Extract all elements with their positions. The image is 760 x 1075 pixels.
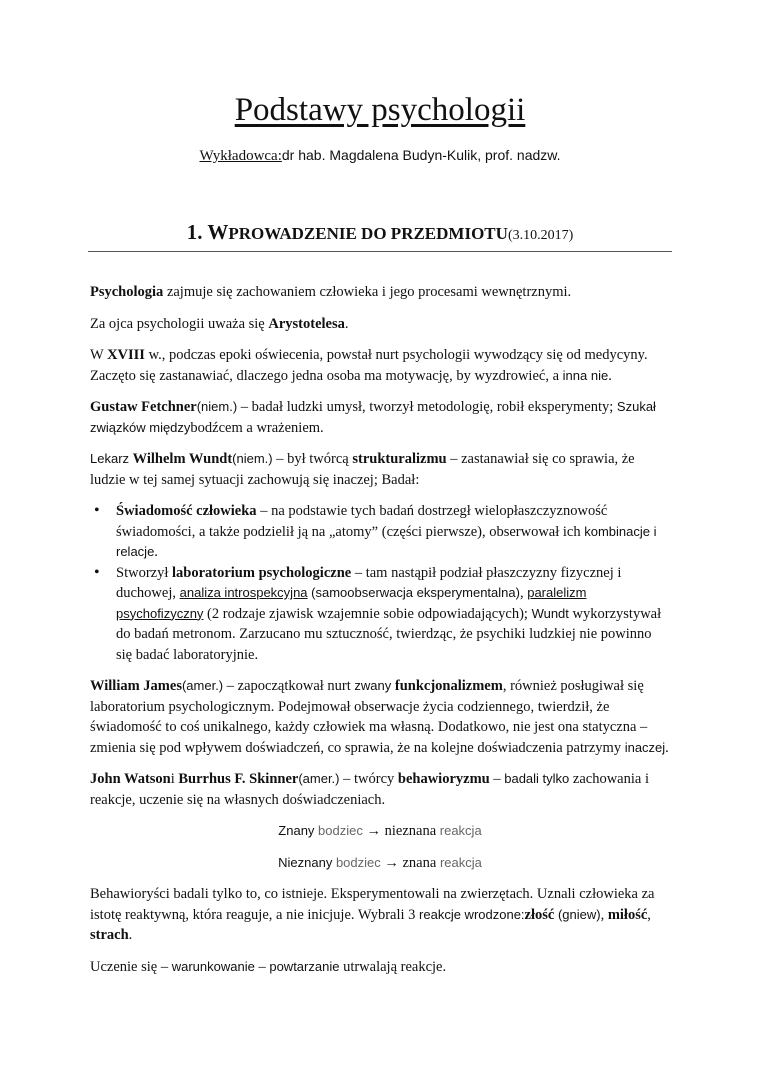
paragraph-text: .: [128, 927, 133, 943]
paragraph-text: wykorzystywał do badań metronom. Zarzucano mu sztuczność, twierdząc, że psychiki ludzkiej nie powinno się badać laboratoryjnie.: [116, 605, 662, 663]
paragraph-text: zajmuje się zachowaniem człowieka i jego procesami wewnętrznymi.: [163, 284, 572, 300]
term-arystoteles: Arystotelesa: [268, 315, 345, 332]
paragraph-text: i: [170, 771, 179, 787]
paragraph-text: .: [608, 367, 612, 384]
paragraph-text: reakcje wrodzone:: [419, 906, 525, 922]
paragraph-text: ,: [519, 585, 528, 601]
paragraph-text: (samoobserwacja eksperymentalna): [307, 585, 520, 600]
section-title: PROWADZENIE DO PRZEDMIOTU: [228, 224, 508, 243]
paragraph-text: .: [154, 544, 158, 560]
paragraph-text: zachowania i reakcje, uczenie się na własnych doświadczeniach.: [90, 771, 649, 808]
scheme-line-1: [90, 821, 670, 842]
paragraph-text: → nieznana: [362, 823, 440, 839]
paragraph-text: (amer.): [298, 771, 340, 786]
term-milosc: miłość: [607, 906, 648, 923]
paragraph-text: badali tylko: [504, 771, 570, 786]
paragraph-text: (amer.): [181, 678, 224, 693]
list-item: [116, 501, 670, 563]
paragraph-text: (niem.): [232, 451, 273, 466]
paragraph-text: –: [489, 771, 505, 787]
term-xviii: XVIII: [107, 347, 145, 363]
paragraph-text: Uczenie się –: [90, 958, 172, 975]
paragraph-text: bodźcem a wrażeniem.: [190, 419, 324, 436]
paragraph-fetchner: [90, 397, 670, 438]
paragraph-text: kombinacje i relacje: [116, 523, 657, 559]
term-strukturalizm: strukturalizmu: [352, 451, 447, 467]
paragraph-text: inna nie: [562, 367, 609, 383]
paragraph-text: .: [344, 315, 349, 332]
section-date: (3.10.2017): [507, 228, 574, 243]
paragraph-text: (niem.): [196, 399, 238, 414]
paragraph-text: utrwalają reakcje.: [339, 958, 447, 975]
paragraph-text: Nieznany: [278, 854, 336, 870]
paragraph-text: – zapoczątkował nurt: [223, 678, 355, 694]
lecturer-label: Wykładowca:: [199, 148, 282, 164]
section-heading: [88, 220, 672, 252]
paragraph-text: inaczej: [624, 739, 666, 755]
term-behawioryzm: behawioryzmu: [397, 771, 490, 787]
paragraph-text: reakcja: [439, 854, 482, 870]
document-body: [90, 282, 670, 988]
paragraph-text: Behawioryści badali tylko to, co istnieje. Eksperymentowali na zwierzętach. Uznali człowieka za istotę reaktywną, która reaguje, a nie inicjuje. Wybrali 3: [90, 886, 655, 923]
paragraph-text: Znany: [278, 823, 319, 838]
paragraph-xviii: [90, 345, 670, 386]
paragraph-text: (gniew): [554, 906, 601, 922]
section-number: 1.: [186, 220, 208, 244]
paragraph-text: ,: [647, 906, 651, 923]
paragraph-text: w., podczas epoki oświecenia, powstał nurt psychologii wywodzący się od medycyny. Zaczęto się zastanawiać, dlaczego jedna osoba ma motywację, by wyzdrowieć, a: [90, 347, 648, 384]
paragraph-wundt: [90, 449, 670, 490]
lecturer-line: [0, 147, 760, 165]
paragraph-text: – badał ludzki umysł, tworzył metodologię, robił eksperymenty;: [237, 399, 617, 415]
paragraph-watson-skinner: [90, 769, 670, 810]
term-zlosc: złość: [524, 906, 555, 923]
paragraph-text: bodziec: [318, 823, 363, 838]
term-skinner: Burrhus F. Skinner: [178, 771, 299, 787]
paragraph-text: Szukał związków między: [90, 399, 656, 435]
term-wundt: Wilhelm Wundt: [132, 451, 233, 467]
paragraph-text: bodziec: [335, 854, 381, 870]
term-funkcjonalizm: funkcjonalizmem: [394, 678, 503, 694]
paragraph-text: zwany: [354, 678, 395, 693]
paragraph-text: Za ojca psychologii uważa się: [90, 315, 269, 332]
term-paralelizm: paralelizm psychofizyczny: [116, 585, 587, 621]
term-fetchner: Gustaw Fetchner: [90, 399, 197, 415]
paragraph-text: Lekarz: [90, 451, 133, 466]
paragraph-text: (2 rodzaje zjawisk wzajemnie sobie odpowiadających);: [203, 605, 532, 622]
paragraph-text: –: [254, 958, 270, 975]
paragraph-text: – tam nastąpił podział płaszczyzny fizycznej i duchowej,: [116, 564, 622, 601]
paragraph-text: Stworzył: [116, 564, 172, 581]
paragraph-text: reakcja: [439, 823, 482, 838]
term-analiza-introspekcyjna: analiza introspekcyjna: [179, 585, 308, 600]
paragraph-text: – na podstawie tych badań dostrzegł wielopłaszczyznowość świadomości, a także podzielił ją na „atomy” (części pierwsze), obserwował ich: [116, 503, 608, 540]
paragraph-psychologia: [90, 282, 670, 303]
paragraph-text: W: [90, 347, 108, 363]
bullet-list: [90, 501, 670, 665]
paragraph-text: – twórcy: [339, 771, 398, 787]
paragraph-text: – zastanawiał się co sprawia, że ludzie w tej samej sytuacji zachowują się inaczej; Badał:: [90, 451, 635, 488]
paragraph-text: , również posługiwał się laboratorium psychologicznym. Podejmował obserwacje życia codziennego, twierdził, że świadomość to coś unikalnego, każdy człowiek ma własną. Dodatkowo, nie jest ona statyczna – zmienia się pod wpływem doświadczeń, co sprawia, że na kolejne doświadczenia patrzymy: [90, 678, 648, 756]
paragraph-text: warunkowanie: [171, 958, 255, 974]
paragraph-text: powtarzanie: [269, 958, 340, 974]
term-laboratorium: laboratorium psychologiczne: [171, 564, 352, 581]
paragraph-text: Wundt: [531, 605, 569, 621]
paragraph-behawiorysci: [90, 884, 670, 946]
list-item: [116, 563, 670, 666]
page-title: Podstawy psychologii: [234, 92, 526, 128]
paragraph-text: ,: [600, 906, 608, 923]
paragraph-uczenie: [90, 957, 670, 978]
paragraph-text: .: [665, 739, 669, 756]
term-james: William James: [90, 678, 182, 694]
section-first-letter: W: [207, 220, 229, 244]
term-psychologia: Psychologia: [90, 284, 164, 300]
term-watson: John Watson: [90, 771, 171, 787]
paragraph-text: → znana: [380, 854, 440, 871]
term-swiadomosc: Świadomość człowieka: [116, 503, 257, 519]
lecturer-name: dr hab. Magdalena Budyn-Kulik, prof. nadzw.: [281, 147, 561, 163]
paragraph-arystoteles: [90, 314, 670, 335]
scheme-line-2: [90, 853, 670, 874]
paragraph-text: – był twórcą: [272, 451, 353, 467]
term-strach: strach: [90, 927, 129, 943]
paragraph-james: [90, 676, 670, 758]
